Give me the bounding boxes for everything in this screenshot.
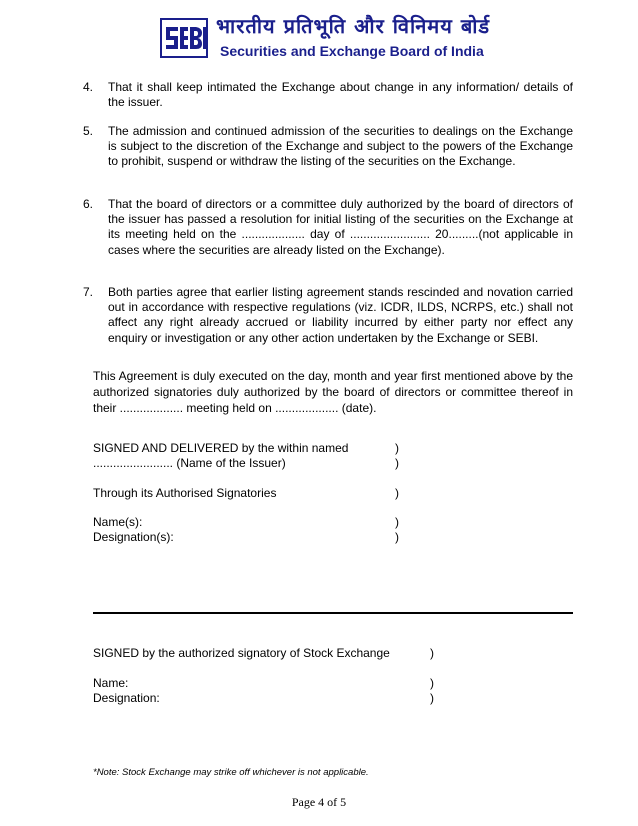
divider bbox=[93, 612, 573, 614]
exchange-name-field: Name: bbox=[93, 676, 129, 690]
footnote: *Note: Stock Exchange may strike off whichever is not applicable. bbox=[93, 767, 369, 778]
clause-text: Both parties agree that earlier listing agreement stands rescinded and novation carried out in accordance with respective regulations (viz. ICDR, ILDS, NCRPS, etc.) shall not affect any right already accrued or liability incurred by either party nor effect any enquiry or investigation or any other action undertaken by the Exchange or SEBI. bbox=[108, 285, 573, 345]
clause-number: 5. bbox=[83, 124, 94, 138]
clause-4 bbox=[83, 80, 573, 110]
issuer-signed-delivered: SIGNED AND DELIVERED by the within named bbox=[93, 441, 349, 455]
bracket: ) bbox=[395, 515, 399, 529]
clause-text: That the board of directors or a committee duly authorized by the board of directors of the issuer has passed a resolution for initial listing of the securities on the Exchange at its meeting held on the ................... day of ........................ 20.........(not applicable in cases where the securities are already listed on the Exchange). bbox=[108, 197, 573, 257]
bracket: ) bbox=[395, 530, 399, 544]
clause-text: The admission and continued admission of the securities to dealings on the Exchange is subject to the discretion of the Exchange and subject to the powers of the Exchange to prohibit, suspend or withdraw the listing of the securities on the Exchange. bbox=[108, 124, 573, 169]
issuer-authorised-signatories: Through its Authorised Signatories bbox=[93, 486, 277, 500]
issuer-designation-field: Designation(s): bbox=[93, 530, 174, 544]
bracket: ) bbox=[395, 441, 399, 455]
clause-7 bbox=[83, 285, 573, 346]
issuer-name-field: Name(s): bbox=[93, 515, 143, 529]
clause-number: 7. bbox=[83, 285, 94, 299]
page-number: Page 4 of 5 bbox=[291, 795, 347, 809]
sebi-logo-icon bbox=[160, 18, 208, 58]
clause-number: 4. bbox=[83, 80, 94, 94]
agreement-execution-text: This Agreement is duly executed on the day, month and year first mentioned above by the authorized signatories duly authorized by the board of directors or committee thereof in their ................... meeting held on ................... (date). bbox=[93, 369, 573, 415]
bracket: ) bbox=[395, 486, 399, 500]
clause-5 bbox=[83, 124, 573, 170]
bracket: ) bbox=[430, 676, 434, 690]
bracket: ) bbox=[430, 691, 434, 705]
bracket: ) bbox=[430, 646, 434, 660]
issuer-name-line: ........................ (Name of the Issuer) bbox=[93, 456, 286, 470]
exchange-signed-line: SIGNED by the authorized signatory of Stock Exchange bbox=[93, 646, 390, 660]
header-title-hindi: भारतीय प्रतिभूति और विनिमय बोर्ड bbox=[216, 14, 491, 38]
clause-text: That it shall keep intimated the Exchange about change in any information/ details of the issuer. bbox=[108, 80, 573, 110]
letterhead bbox=[160, 12, 520, 68]
bracket: ) bbox=[395, 456, 399, 470]
clause-number: 6. bbox=[83, 197, 94, 211]
header-title-english: Securities and Exchange Board of India bbox=[220, 43, 484, 59]
exchange-designation-field: Designation: bbox=[93, 691, 160, 705]
clause-6 bbox=[83, 197, 573, 258]
